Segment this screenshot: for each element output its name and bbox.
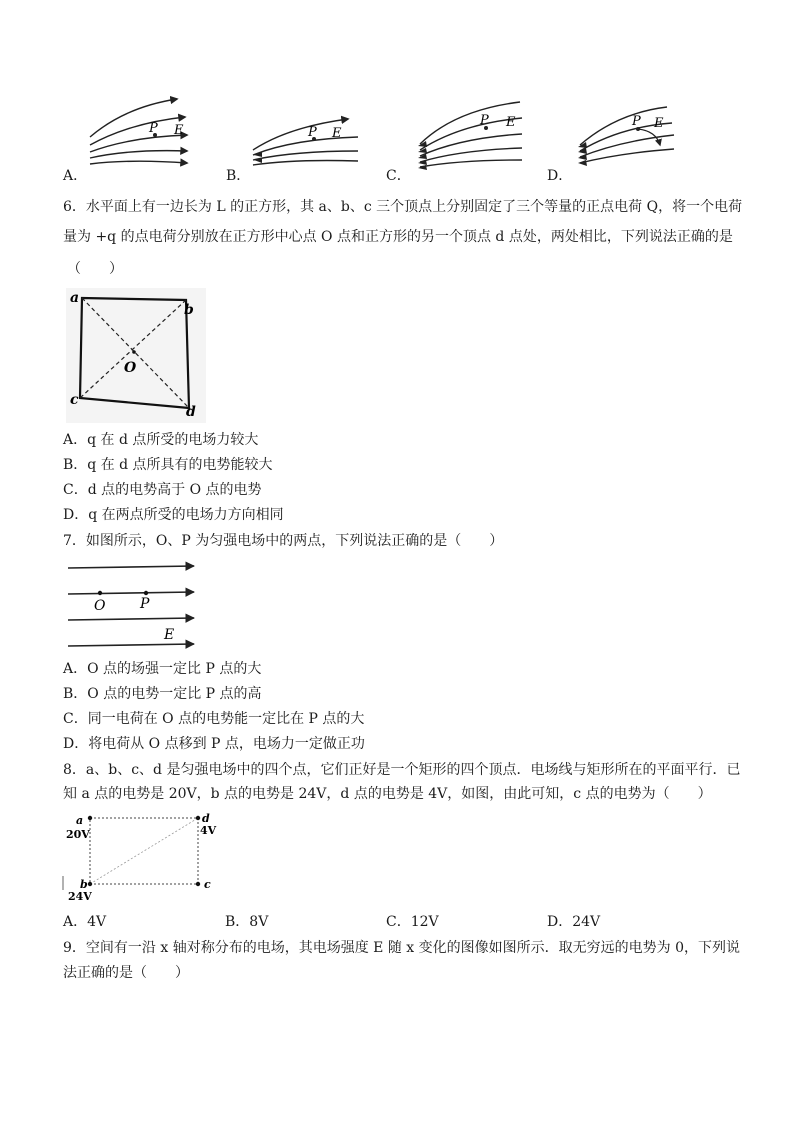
option-c-label: C．	[386, 168, 411, 184]
q8-option-b: B．8V	[225, 914, 269, 930]
q6-stem-line-3: （ ）	[67, 261, 123, 277]
vertex-a-label: a	[76, 814, 84, 827]
field-e-label: E	[654, 116, 664, 131]
q7-option-a: A．O 点的场强一定比 P 点的大	[63, 661, 262, 677]
field-e-label: E	[174, 123, 184, 138]
q6-option-b: B．q 在 d 点所具有的电势能较大	[63, 457, 273, 473]
field-line-figure-c	[410, 100, 530, 170]
field-e-label: E	[506, 115, 516, 130]
q8-option-c: C．12V	[386, 914, 439, 930]
center-o-label: O	[124, 360, 137, 376]
option-a-label: A．	[63, 168, 88, 184]
option-d-label: D．	[547, 168, 573, 184]
q8-option-d: D．24V	[547, 914, 601, 930]
point-p-label: P	[140, 596, 150, 612]
vertex-b-label: b	[184, 302, 194, 318]
point-p-label: P	[480, 113, 489, 128]
q8-option-a: A．4V	[63, 914, 107, 930]
field-e-label: E	[164, 627, 175, 643]
q7-option-d: D．将电荷从 O 点移到 P 点，电场力一定做正功	[63, 736, 365, 752]
vertex-b-potential: 24V	[68, 890, 92, 903]
point-p-label: P	[308, 125, 317, 140]
q6-stem-line-2: 量为 +q 的点电荷分别放在正方形中心点 O 点和正方形的另一个顶点 d 点处，两处相比，下列说法正确的是	[63, 229, 733, 245]
point-o-label: O	[94, 598, 106, 614]
q5-figures	[0, 90, 794, 185]
field-line-figure-d	[572, 105, 687, 170]
q7-stem: 7．如图所示，O、P 为匀强电场中的两点，下列说法正确的是（ ）	[63, 533, 504, 549]
q6-stem-line-1: 6．水平面上有一边长为 L 的正方形，其 a、b、c 三个顶点上分别固定了三个等量的正点电荷 Q，将一个电荷	[63, 199, 743, 215]
field-e-label: E	[332, 126, 342, 141]
field-line-figure-a	[85, 95, 200, 167]
field-line-figure-b	[248, 115, 363, 170]
q6-square-figure	[66, 288, 206, 423]
q7-uniform-field-figure	[66, 560, 198, 652]
q9-stem-line-2: 法正确的是（ ）	[63, 965, 189, 981]
q7-option-c: C．同一电荷在 O 点的电势能一定比在 P 点的大	[63, 711, 365, 727]
vertex-b-label: b	[80, 878, 88, 891]
q8-stem-line-1: 8．a、b、c、d 是匀强电场中的四个点，它们正好是一个矩形的四个顶点．电场线与矩形所在的平面平行．已	[63, 762, 741, 778]
vertex-d-label: d	[202, 812, 210, 825]
q9-stem-line-1: 9．空间有一沿 x 轴对称分布的电场，其电场强度 E 随 x 变化的图像如图所示．取无穷远的电势为 0，下列说	[63, 940, 740, 956]
q6-option-a: A．q 在 d 点所受的电场力较大	[63, 432, 259, 448]
q8-rectangle-figure	[62, 812, 222, 904]
vertex-a-label: a	[70, 290, 80, 306]
option-b-label: B．	[226, 168, 251, 184]
point-p-label: P	[632, 114, 641, 129]
q6-option-d: D．q 在两点所受的电场力方向相同	[63, 507, 284, 523]
vertex-d-potential: 4V	[200, 824, 217, 837]
point-p-label: P	[149, 121, 158, 136]
vertex-c-label: c	[70, 392, 79, 408]
vertex-a-potential: 20V	[66, 828, 90, 841]
vertex-d-label: d	[186, 404, 196, 420]
q7-option-b: B．O 点的电势一定比 P 点的高	[63, 686, 262, 702]
vertex-c-label: c	[204, 878, 211, 891]
q6-option-c: C．d 点的电势高于 O 点的电势	[63, 482, 262, 498]
q8-stem-line-2: 知 a 点的电势是 20V，b 点的电势是 24V，d 点的电势是 4V，如图，由此可知，c 点的电势为（ ）	[63, 786, 712, 802]
